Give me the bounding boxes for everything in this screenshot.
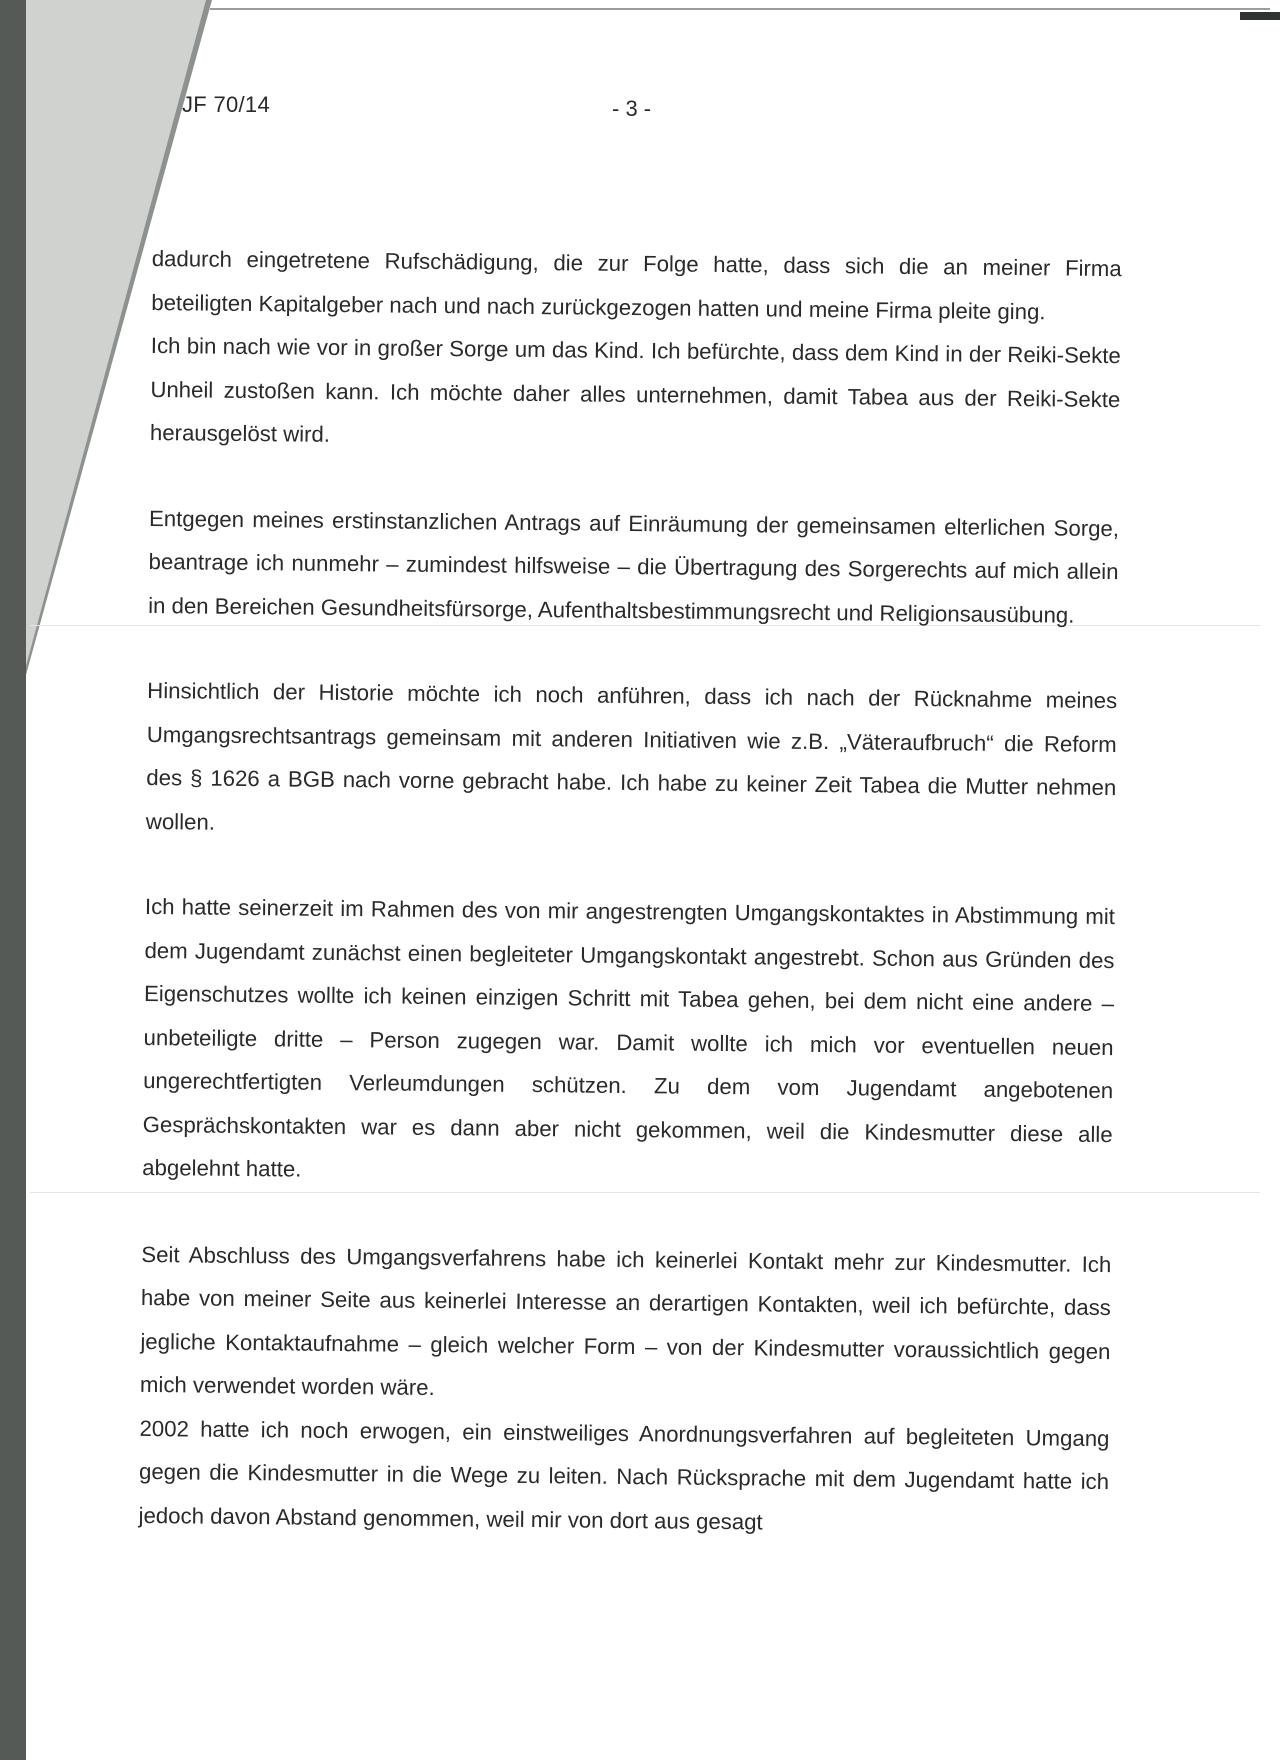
paragraph: Seit Abschluss des Umgangsverfahrens habe ich keinerlei Kontakt mehr zur Kindesmutter. Ich habe von meiner Seite aus keinerlei Interesse an derartigen Kontakten, weil ich befürchte, dass jegliche Kontaktaufnahme – gleich welcher Form – von der Kindesmutter voraussichtlich gegen mich verwendet worden wäre.: [139, 1241, 1112, 1401]
paragraph: Hinsichtlich der Historie möchte ich noch anführen, dass ich nach der Rücknahme meines Umgangsrechtsantrags gemeinsam mit anderen Initiativen wie z.B. „Väteraufbruch“ die Reform des § 1626 a BGB nach vorne gebracht habe. Ich habe zu keiner Zeit Tabea die Mutter nehmen wollen.: [145, 677, 1118, 835]
document-body: [138, 237, 1122, 1547]
paragraph: Ich bin nach wie vor in großer Sorge um das Kind. Ich befürchte, dass dem Kind in der Reiki-Sekte Unheil zustoßen kann. Ich möchte daher alles unternehmen, damit Tabea aus der Reiki-Sekte herausgelöst wird.: [149, 332, 1121, 447]
paragraph: Entgegen meines erstinstanzlichen Antrags auf Einräumung der gemeinsamen elterlichen Sorge, beantrage ich nunmehr – zumindest hilfsweise – die Übertragung des Sorgerechts auf mich allein in den Bereichen Gesundheitsfürsorge, Aufenthaltsbestimmungsrecht und Religionsausübung.: [148, 505, 1120, 628]
paragraph: 2002 hatte ich noch erwogen, ein einstweiliges Anordnungsverfahren auf begleiteten Umgang gegen die Kindesmutter in die Wege zu leiten. Nach Rücksprache mit dem Jugendamt hatte ich jedoch davon Abstand genommen, weil mir von dort aus gesagt: [138, 1415, 1110, 1534]
page-number: - 3 -: [612, 96, 652, 121]
case-number: JF 70/14: [182, 92, 271, 117]
paragraph: Ich hatte seinerzeit im Rahmen des von mir angestrengten Umgangskontaktes in Abstimmung mit dem Jugendamt zunächst einen begleiteter Umgangskontakt angestrebt. Schon aus Gründen des Eigenschutzes wollte ich keinen einzigen Schritt mit Tabea gehen, bei dem nicht eine andere – unbeteiligte dritte – Person zugegen war. Damit wollte ich mich vor eventuellen neuen ungerechtfertigten Verleumdungen schützen. Zu dem vom Jugendamt angebotenen Gesprächskontakten war es dann aber nicht gekommen, weil die Kindesmutter diese alle abgelehnt hatte.: [142, 893, 1116, 1182]
paragraph: dadurch eingetretene Rufschädigung, die zur Folge hatte, dass sich die an meiner Firma beteiligten Kapitalgeber nach und nach zurückgezogen hatten und meine Firma pleite ging.: [151, 245, 1122, 324]
